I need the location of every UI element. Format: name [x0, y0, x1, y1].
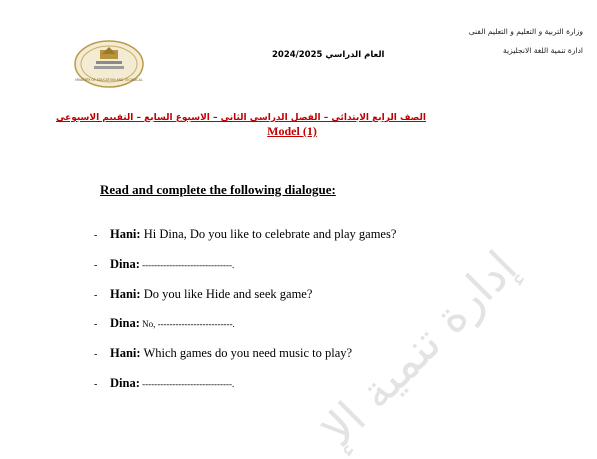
speaker-label: Hani: [110, 287, 141, 301]
ministry-logo [74, 40, 144, 88]
model-title: Model (1) [267, 124, 317, 138]
dialogue-line [94, 287, 312, 302]
dialogue-line [94, 346, 352, 361]
answer-blank[interactable]: ------------------------------. [139, 379, 235, 389]
bullet: - [94, 290, 98, 301]
dialogue-line [94, 316, 235, 331]
worksheet-arabic-title: الصف الرابع الابتدائي – الفصل الدراسي الثاني – الاسبوع السابع – التقييم الاسبوعي [55, 113, 426, 123]
ministry-name: وزارة التربية و التعليم و التعليم الفنى [468, 27, 583, 36]
dialogue-text: Hi Dina, Do you like to celebrate and play games? [140, 227, 397, 241]
answer-blank[interactable]: No, -------------------------. [139, 319, 235, 329]
dialogue-line [94, 376, 234, 391]
speaker-label: Dina: [110, 257, 140, 271]
dialogue-text: Which games do you need music to play? [140, 346, 353, 360]
academic-year: العام الدراسي 2024/2025 [272, 50, 385, 60]
department-name: ادارة تنمية اللغة الانجليزية [503, 46, 583, 55]
bullet: - [94, 349, 98, 360]
instruction-heading: Read and complete the following dialogue: [100, 182, 336, 197]
bullet: - [94, 260, 98, 271]
speaker-label: Dina: [110, 316, 140, 330]
bullet: - [94, 379, 98, 390]
speaker-label: Hani: [110, 227, 141, 241]
speaker-label: Hani: [110, 346, 141, 360]
bullet: - [94, 230, 98, 241]
dialogue-line [94, 227, 396, 242]
answer-blank[interactable]: ------------------------------. [139, 260, 235, 270]
watermark-text: إدارة تنمية الإ [310, 240, 528, 458]
speaker-label: Dina: [110, 376, 140, 390]
bullet: - [94, 319, 98, 330]
logo-caption: MINISTRY OF EDUCATION AND TECHNICAL [75, 78, 143, 82]
dialogue-line [94, 257, 234, 272]
dialogue-text: Do you like Hide and seek game? [140, 287, 313, 301]
